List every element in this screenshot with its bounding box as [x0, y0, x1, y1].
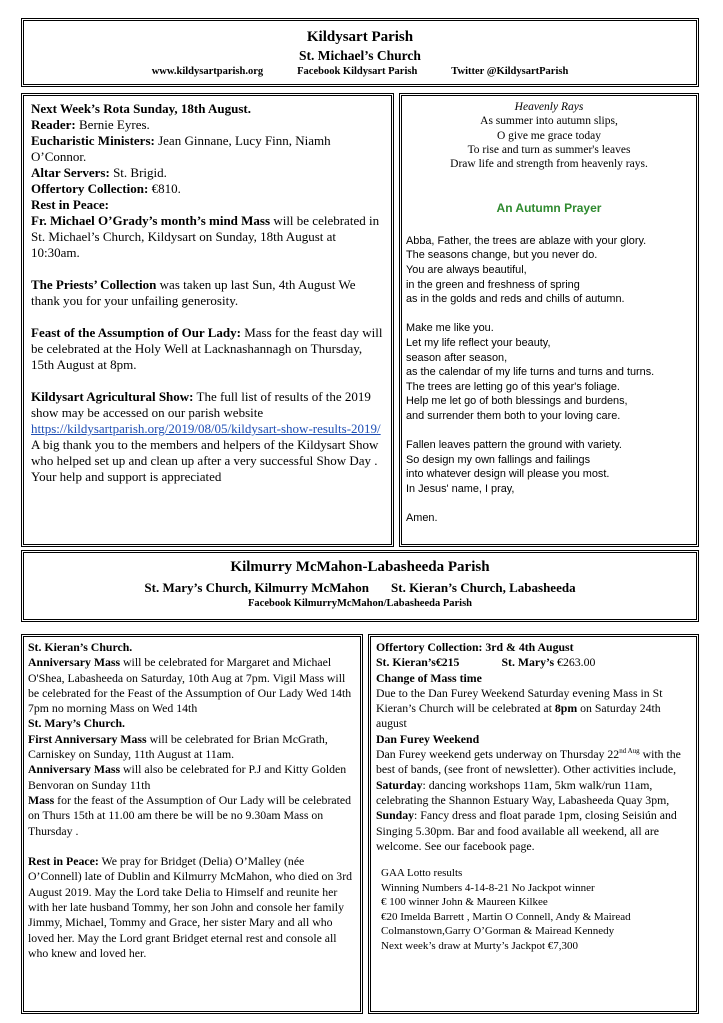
anniversary-notice-1: Anniversary Mass will be celebrated for Margaret and Michael O'Shea, Labasheeda on Saturday, 10th Aug at 7pm. Vigil Mass will be celebrated for the Feast of the Assumption of Our Lady Wed 14th 7pm no morning Mass on Wed 14th: [28, 655, 352, 716]
marys-heading: St. Mary’s Church.: [28, 716, 125, 731]
rip-notice: Rest in Peace: We pray for Bridget (Delia) O’Malley (née O’Connell) late of Dublin and Kilmurry McMahon, who died on 3rd August 2019. May the Lord take Delia to Himself and reunite her with her late husband Tommy, her son John and console her family Jimmy, Michael, Tommy and Grace, her sister Mary and all who loved her. May the Lord grant Bridget eternal rest and console all who knew and loved her.: [28, 854, 353, 960]
first-anniversary-notice: First Anniversary Mass will be celebrated for Brian McGrath, Carniskey on Sunday, 11th August at 11am.: [28, 731, 328, 762]
kildysart-links: [24, 66, 696, 77]
lotto-line: €20 Imelda Barrett , Martin O Connell, Andy & Mairead Colmanstown,Garry O’Gorman & Mairead Kennedy: [381, 910, 631, 938]
prayer-line: as in the golds and reds and chills of autumn.: [406, 293, 625, 306]
ministers-line: Eucharistic Ministers: Jean Ginnane, Lucy Finn, Niamh O’Connor.: [31, 133, 331, 164]
poem: [406, 100, 692, 171]
saturday-notice: Saturday: dancing workshops 11am, 5km walk/run 11am, celebrating the Shannon Estuary Way, Labasheeda Quay 3pm,: [376, 777, 670, 807]
kildysart-header: [21, 18, 699, 87]
change-mass-notice: Due to the Dan Furey Weekend Saturday evening Mass in St Kieran’s Church will be celebrated at 8pm on Saturday 24th august: [376, 685, 663, 731]
offertory-amounts: St. Kieran’s€215 St. Mary’s €263.00: [376, 655, 596, 670]
prayer-text: [406, 234, 692, 526]
kierans-heading: St. Kieran’s Church.: [28, 640, 133, 654]
poem-line: Draw life and strength from heavenly rays.: [450, 158, 648, 171]
prayer-line: The seasons change, but you never do.: [406, 249, 598, 262]
rip-heading: Rest in Peace:: [31, 197, 109, 212]
servers-line: Altar Servers: St. Brigid.: [31, 165, 167, 180]
furey-notice: Dan Furey weekend gets underway on Thursday $22^{nd Aug}$ with the best of bands, (see front of newsletter). Other activities include,: [376, 747, 681, 777]
rota-heading: Next Week’s Rota Sunday, 18th August.: [31, 101, 251, 116]
prayer-line: into whatever design will please you most.: [406, 468, 610, 481]
kildysart-title: Kildysart Parish: [306, 29, 414, 45]
furey-heading: Dan Furey Weekend: [376, 731, 480, 746]
show-results-link[interactable]: https://kildysartparish.org/2019/08/05/kildysart-show-results-2019/: [31, 421, 381, 436]
lotto-line: Winning Numbers 4-14-8-21 No Jackpot winner: [381, 881, 595, 894]
poem-line: To rise and turn as summer's leaves: [467, 143, 631, 156]
show-notice: Kildysart Agricultural Show: The full list of results of the 2019 show may be accessed on our parish website https://kildysartparish.org/2019/08/05/kildysart-show-results-2019/: [31, 389, 381, 436]
lotto-line: Next week’s draw at Murty’s Jackpot €7,300: [381, 939, 579, 952]
prayer-line: Abba, Father, the trees are ablaze with your glory.: [406, 234, 647, 247]
poem-line: As summer into autumn slips,: [480, 115, 618, 128]
prayer-line: in the green and freshness of spring: [406, 278, 580, 291]
poem-line: O give me grace today: [496, 129, 602, 142]
prayer-line: season after season,: [406, 351, 508, 364]
offertory-line: Offertory Collection: €810.: [31, 181, 181, 196]
kilmurry-church-marys: St. Mary’s Church, Kilmurry McMahon: [144, 580, 370, 595]
kildysart-website[interactable]: www.kildysartparish.org: [151, 66, 264, 77]
assumption-notice: Feast of the Assumption of Our Lady: Mass for the feast day will be celebrated at the Holy Well at Lacknashannagh on Thursday, 15th August at 8pm.: [31, 325, 383, 372]
kilmurry-title: Kilmurry McMahon-Labasheeda Parish: [230, 559, 490, 575]
reader-line: Reader: Bernie Eyres.: [31, 117, 150, 132]
prayer-amen: Amen.: [406, 512, 438, 525]
prayer-title: An Autumn Prayer: [496, 201, 602, 216]
prayer-line: Let my life reflect your beauty,: [406, 337, 551, 350]
feast-mass-notice: Mass for the feast of the Assumption of Our Lady will be celebrated on Thurs 15th at 11.00 am there be will be no 9.30am Mass on Thursday .: [28, 792, 352, 838]
kildysart-twitter[interactable]: Twitter @KildysartParish: [451, 66, 569, 77]
kilmurry-churches: [24, 580, 696, 596]
prayer-line: Make me like you.: [406, 322, 494, 335]
prayer-line: In Jesus' name, I pray,: [406, 482, 515, 495]
prayer-line: The trees are letting go of this year's foliage.: [406, 380, 620, 393]
lotto-line: € 100 winner John & Maureen Kilkee: [381, 896, 548, 909]
sunday-notice: Sunday: Fancy dress and float parade 1pm, closing Seisiún and Singing 5.30pm. Bar and food available all weekend, all are welcome. See our facebook page.: [376, 808, 677, 853]
priests-collection-notice: The Priests’ Collection was taken up last Sun, 4th August We thank you for your unfailing generosity.: [31, 277, 356, 308]
prayer-line: Fallen leaves pattern the ground with variety.: [406, 439, 622, 452]
prayer-line: as the calendar of my life turns and turns and turns.: [406, 366, 655, 379]
lotto-results: [376, 866, 691, 953]
offertory-heading: Offertory Collection: 3rd & 4th August: [376, 640, 574, 654]
prayer-line: You are always beautiful,: [406, 264, 527, 277]
kildysart-church: St. Michael’s Church: [299, 48, 421, 63]
prayer-line: Help me let go of both blessings and burdens,: [406, 395, 628, 408]
kilmurry-facebook[interactable]: Facebook KilmurryMcMahon/Labasheeda Parish: [248, 598, 472, 609]
months-mind-notice: Fr. Michael O’Grady’s month’s mind Mass will be celebrated in St. Michael’s Church, Kildysart on Sunday, 18th August at 10:30am.: [31, 213, 380, 260]
lotto-line: GAA Lotto results: [381, 867, 463, 880]
kilmurry-notices-left: [21, 634, 363, 1014]
kilmurry-church-kierans: St. Kieran’s Church, Labasheeda: [391, 580, 576, 595]
anniversary-notice-2: Anniversary Mass will also be celebrated for P.J and Kitty Golden Benvoran on Sunday 11th: [28, 762, 347, 792]
prayer-box: [399, 93, 699, 547]
kilmurry-notices-right: [368, 634, 699, 1014]
kildysart-facebook[interactable]: Facebook Kildysart Parish: [297, 66, 418, 77]
kilmurry-header: [21, 550, 699, 622]
prayer-line: So design my own fallings and failings: [406, 453, 591, 466]
show-thanks: A big thank you to the members and helpers of the Kildysart Show who helped set up and clean up after a very successful Show Day . Your help and support is appreciated: [31, 437, 379, 484]
change-mass-heading: Change of Mass time: [376, 670, 482, 685]
prayer-line: and surrender them both to your loving care.: [406, 410, 621, 423]
kildysart-notices: [21, 93, 394, 547]
poem-title: Heavenly Rays: [514, 101, 584, 113]
